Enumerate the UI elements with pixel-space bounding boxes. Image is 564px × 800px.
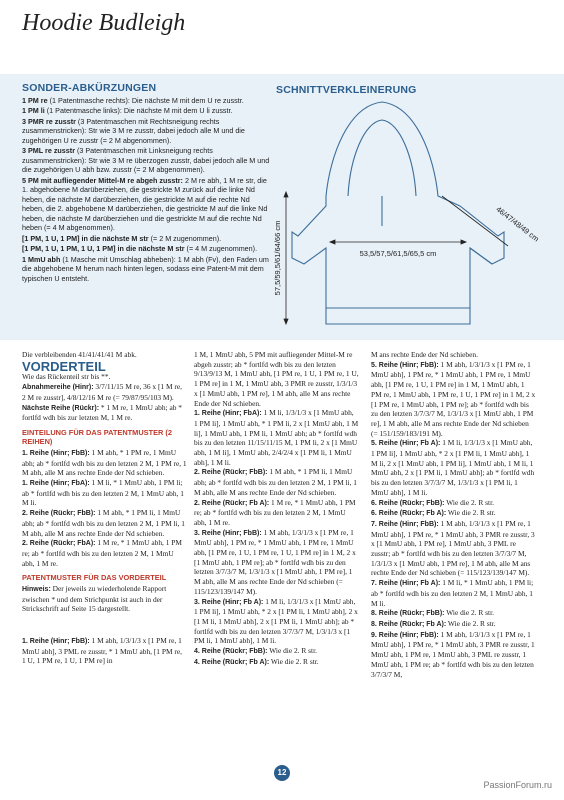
abbreviations-section [22,84,270,284]
row-instruction: 9. Reihe (Hinr; FbB): 1 M abh, 1/3/1/3 x [1 PM re, 1 MmU abh], 1 PM re, * 1 MmU abh, 3 PMR re zusstr, 1 MmU abh, 1 PM re, 1 MmU abh, 3 PML re zusstr, 1 MmU abh, 1 PM re; ab * fortlfd wdh bis zu den letzten 3/7/3/7 M, [371,629,535,679]
sleeve-label: 46/47/48/49 cm [494,204,541,244]
row-instruction: 3. Reihe (Hinr; FbB): 1 M abh, 1/3/1/3 x [1 PM re, 1 MmU abh], 1 PM re, * 1 MmU abh, 1 PM re, 1 MmU abh, [1 PM re, 1 U, 1 PM re, 1 U, 1 PM re] in 1 M, 2 x [1 MmU abh, 1 PM re]; ab * fortlfd wdh bis zu den letzten 3/7/3/7 M, 1/3/1/3 x [1 MmU abh, 1 PM re], 1 M abh, alle M ans rechte Ende der Nd schieben (= 115/123/139/147 M). [194,527,356,596]
row-instruction: 2. Reihe (Rückr; FbA): 1 M re, * 1 MmU abh, 1 PM re; ab * fortlfd wdh bis zu den letzten 2 M, 1 MmU abh, 1 M re. [22,538,182,568]
hoodie-outline [292,102,504,324]
column-2 [194,350,359,668]
abbr-item: [1 PM, 1 U, 1 PM, 1 U, 1 PM] in die nächste M str (= 4 M zugenommen). [22,244,258,253]
watermark: PassionForum.ru [483,780,552,790]
page-number: 12 [274,765,290,781]
cuff-line [470,248,492,264]
hood-inner-line [348,120,416,196]
row-instruction: 1. Reihe (Hinr; FbA): 1 M li, 1/3/1/3 x [1 MmU abh, 1 PM li], 1 MmU abh, * 1 PM li, 2 x [1 MmU abh, 1 M li], 1 MmU abh, 1 PM li, 1 MmU abh; ab * fortlfd wdh bis zu den letzten 11/15/11/15 M, 1 PM li, 2 x [1 MmU abh, 1 M li], 1 MmU abh, 2/4/2/4 x [1 PM li, 1 MmU abh], 1 M li. [194,408,359,467]
length-label: 57,5/59,5/61/64/66 cm [273,220,282,296]
paragraph: Nächste Reihe (Rückr): * 1 M re, 1 MmU abh; ab * fortlfd wdh bis zur letzten M, 1 M re. [22,402,182,423]
row-instruction: 4. Reihe (Rückr; Fb A): Wie die 2. R str. [194,656,319,666]
row-instruction: 7. Reihe (Hinr; FbB): 1 M abh, 1/3/1/3 x [1 PM re, 1 MmU abh], 1 PM re, * 1 MmU abh, 3 PMR re zusstr, 3 x [1 MmU abh, 1 PM re], 1 MmU abh, 3 PML re zusstr; ab * fortlfd wdh bis zu den letzten 3/7/3/7 M, 1/3/1/3 x [1 MmU abh, 1 PM re], 1 M abh, alle M ans rechte Ende der Nd schieben (= 115/123/139/147 M). [371,518,535,578]
row-instruction: 4. Reihe (Rückr; FbB): Wie die 2. R str. [194,646,317,656]
row-instruction: 1. Reihe (Hinr; FbA): 1 M li, * 1 MmU abh, 1 PM li; ab * fortlfd wdh bis zu den letzten 2 M, 1 MmU abh, 1 M li. [22,478,184,508]
row-instruction: 2. Reihe (Rückr; FbB): 1 M abh, * 1 PM li, 1 MmU abh; ab * fortlfd wdh bis zu den letzten 2 M, 1 PM li, 1 M abh, alle M ans rechte Ende der Nd schieben. [194,467,357,497]
abbr-item: 1 PM li (1 Patentmasche links): Die nächste M mit dem U li zusstr. [22,106,233,115]
width-arrow-right-head [461,240,466,244]
row-instruction: 3. Reihe (Hinr; Fb A): 1 M li, 1/3/1/3 x [1 MmU abh, 1 PM li], 1 MmU abh, * 2 x [1 PM li, 1 MmU abh], 2 x [1 M li, 1 MmU abh], 2 x [1 PM li, 1 MmU abh]; ab * fortlfd wdh bis zu den letzten 3/7/3/7 M, 1/3/1/3 x [1 PM li, 1 MmU abh], 1 M li. [194,596,358,646]
row-instruction: 7. Reihe (Hinr; Fb A): 1 M li, * 1 MmU abh, 1 PM li; ab * fortlfd wdh bis zu den letzten 2 M, 1 MmU abh, 1 M li. [371,578,534,608]
row-instruction: 8. Reihe (Rückr; Fb A): Wie die 2. R str. [371,618,496,628]
row-instruction: 1. Reihe (Hinr; FbB): 1 M abh, 1/3/1/3 x [1 PM re, 1 MmU abh], 3 PML re zusstr, * 1 MmU abh, [1 PM re, 1 U, 1 PM re, 1 U, 1 PM re] in [22,635,182,666]
intro-text: Die verbleibenden 41/41/41/41 M abk. [22,350,137,359]
length-arrow-top-head [284,192,288,197]
section-heading-vorderteil: VORDERTEIL [22,358,106,374]
row-instruction: 8. Reihe (Rückr; FbB): Wie die 2. R str. [371,608,494,618]
row-instruction: 1. Reihe (Hinr; FbB): 1 M abh, * 1 PM re, 1 MmU abh; ab * fortlfd wdh bis zu den letzten 2 M, 1 PM re, 1 M abh, alle M ans rechte Ende der Nd schieben. [22,447,187,478]
abbreviations-heading: SONDER-ABKÜRZUNGEN [22,82,157,94]
paragraph: Wie das Rückenteil str bis **. [22,372,111,382]
abbr-item: 3 PMR re zusstr (3 Patentmaschen mit Rechtsneigung rechts zusammenstricken): Str wie 3 M re zusstr, dabei jedoch alle M und die zugehörigen U re zusstr (= 2 M abgenommen). [22,116,245,145]
hint: Hinweis: Der jeweils zu wiederholende Rapport zwischen * und dem Strichpunkt ist auch in der Strickschrift auf Seite 15 dargestellt. [22,583,167,614]
abbr-item: [1 PM, 1 U, 1 PM] in die nächste M str (= 2 M zugenommen). [22,233,222,243]
abbr-item: 5 PM mit aufliegender Mittel-M re abgeh zusstr: 2 M re abh, 1 M re str, die 1. abgehobene M darüberziehen, die gestrickte M zurück auf die linke Nd heben, die nächste M darüberziehen, die gestrickte M auf die rechte Nd heben, die 2. abgehobene M darüberziehen, die gestrickte M auf die linke Nd heben, die nächste M darüberziehen und die gestrickte M auf die rechte Nd heben (= 4 M abgenommen). [22,175,268,232]
sleeve-arrow [442,196,508,246]
column-1 [22,350,187,666]
subheading-patentmuster: PATENTMUSTER FÜR DAS VORDERTEIL [22,573,167,583]
hoodie-schematic [270,96,562,336]
row-instruction: 6. Reihe (Rückr; Fb A): Wie die 2. R str. [371,508,496,518]
paragraph: 1 M, 1 MmU abh, 5 PM mit aufliegender Mittel-M re abgeh zusstr; ab * fortlfd wdh bis zu den letzten 9/13/9/13 M, 1 MmU abh, [1 PM re, 1 U, 1 PM re, 1 U, 1 PM re] in 1 M, 1 MmU abh, 3 PMR re zusstr, 1/3/1/3 x [1 MmU abh, 1 PM re], 1 M abh, alle M ans rechte Ende der Nd schieben. [194,350,359,408]
column-3 [371,350,536,679]
subheading-einteilung: EINTEILUNG FÜR DAS PATENTMUSTER (2 REIHEN) [22,427,173,447]
abbr-item: 3 PML re zusstr (3 Patentmaschen mit Linksneigung rechts zusammenstricken): Str wie 3 M re überzogen zusstr, dabei jedoch alle M und die zugehörigen U abh bzw. zusstr (= 2 M abgenommen). [22,146,270,174]
length-arrow-bottom-head [284,319,288,324]
page-title: Hoodie Budleigh [22,10,186,36]
abbr-item: 1 PM re (1 Patentmasche rechts): Die nächste M mit dem U re zusstr. [22,95,244,105]
width-arrow-left-head [330,240,335,244]
paragraph: Abnahmereihe (Hinr): 3/7/11/15 M re, 36 x [1 M re, 2 M re zusstr], 4/8/12/16 M re (= 79/87/95/103 M). [22,382,182,402]
row-instruction: 2. Reihe (Rückr; FbB): 1 M abh, * 1 PM li, 1 MmU abh; ab * fortlfd wdh bis zu den letzten 2 M, 1 PM li, 1 M abh, alle M ans rechte Ende der Nd schieben. [22,508,185,538]
row-instruction: 2. Reihe (Rückr; Fb A): 1 M re, * 1 MmU abh, 1 PM re; ab * fortlfd wdh bis zu den letzten 2 M, 1 MmU abh, 1 M re. [194,497,356,527]
width-label: 53,5/57,5/61,5/65,5 cm [359,249,437,258]
paragraph: M ans rechte Ende der Nd schieben. [371,350,478,359]
schematic-heading: SCHNITTVERKLEINERUNG [276,84,417,96]
abbr-item: 1 MmU abh (1 Masche mit Umschlag abheben): 1 M abh (Fv), den Faden um die abgehobene M herum nach hinten legen, sodass eine Patent-M mit dem typischen U entsteht. [22,254,269,283]
row-instruction: 6. Reihe (Rückr; FbB): Wie die 2. R str. [371,497,494,507]
row-instruction: 5. Reihe (Hinr; FbB): 1 M abh, 1/3/1/3 x [1 PM re, 1 MmU abh], 1 PM re, * 1 MmU abh, 1 PM re, 1 MmU abh, [1 PM re, 1 U, 1 PM re] in 1 M, 1 MmU abh, 1 PM re, 1 MmU abh, 1 PM re, 1 U, 1 PM re] in 1 M, 2 x [1 PM re, 1 MmU abh, 1 PM re]; ab * fortlfd wdh bis zu den letzten 3/7/3/7 M, 1/3/1/3 x [1 MmU abh, 1 PM re], 1 M abh, alle M ans rechte Ende der Nd schieben (= 151/159/183/191 M). [371,359,536,438]
row-instruction: 5. Reihe (Hinr; Fb A): 1 M li, 1/3/1/3 x [1 MmU abh, 1 PM li], 1 MmU abh, * 2 x [1 PM li, 1 MmU abh], 1 M li, 2 x [1 MmU abh, 1 PM li], 1 MmU abh, 1 M li, 1 MmU abh, 2 x [1 PM li, 1 MmU abh]; ab * fortlfd wdh bis zu den letzten 3/7/3/7 M, 1/3/1/3 x [1 PM li, 1 MmU abh], 1 M li. [371,438,535,497]
